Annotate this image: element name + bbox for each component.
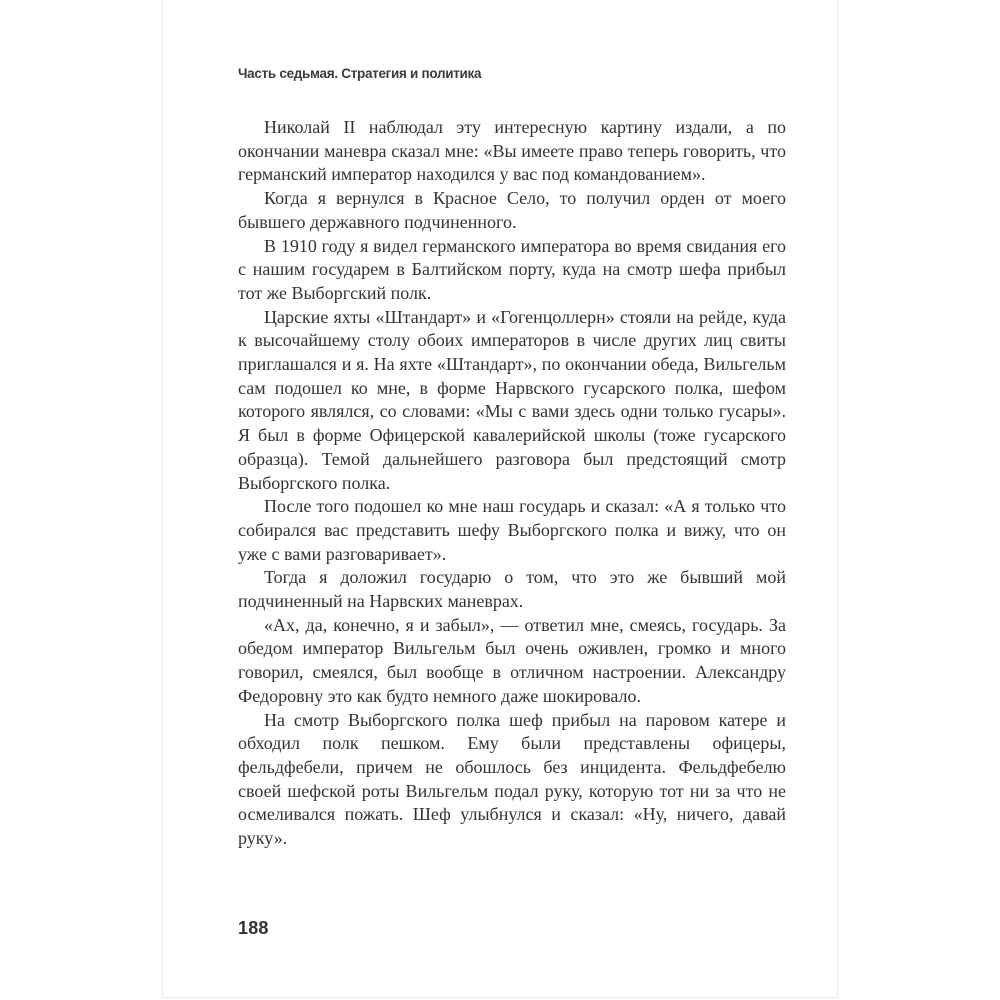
body-paragraph: «Ах, да, конечно, я и забыл», — ответил мне, смеясь, государь. За обедом император Вильгельм был очень оживлен, громко и много говорил, смеялся, был вообще в отличном настроении. Александру Федоровну это как будто немного даже шокировало.: [238, 614, 786, 706]
body-paragraph: Царские яхты «Штандарт» и «Гогенцоллерн» стояли на рейде, куда к высочайшему столу обоих императоров в числе других лиц свиты приглашался и я. На яхте «Штандарт», по окончании обеда, Вильгельм сам подошел ко мне, в форме Нарвского гусарского полка, шефом которого являлся, со словами: «Мы с вами здесь одни только гусары». Я был в форме Офицерской кавалерийской школы (тоже гусарского образца). Темой дальнейшего разговора был предстоящий смотр Выборгского полка.: [238, 306, 786, 493]
body-text-block: [238, 116, 786, 851]
body-paragraph: После того подошел ко мне наш государь и сказал: «А я только что собирался вас представить шефу Выборгского полка и вижу, что он уже с вами разговаривает».: [238, 496, 786, 564]
page-number: 188: [238, 918, 269, 938]
body-paragraph: Николай II наблюдал эту интересную картину издали, а по окончании маневра сказал мне: «Вы имеете право теперь говорить, что германский император находился у вас под командованием».: [238, 117, 786, 185]
body-paragraph: Тогда я доложил государю о том, что это же бывший мой подчиненный на Нарвских маневрах.: [238, 567, 786, 612]
body-paragraph: В 1910 году я видел германского императора во время свидания его с нашим государем в Балтийском порту, куда на смотр шефа прибыл тот же Выборгский полк.: [238, 235, 786, 303]
book-page: [162, 0, 838, 998]
running-header: Часть седьмая. Стратегия и политика: [238, 66, 482, 81]
body-paragraph: Когда я вернулся в Красное Село, то получил орден от моего бывшего державного подчиненного.: [238, 188, 786, 232]
body-paragraph: На смотр Выборгского полка шеф прибыл на паровом катере и обходил полк пешком. Ему были представлены офицеры, фельдфебели, причем не обошлось без инцидента. Фельдфебелю своей шефской роты Вильгельм подал руку, которую тот ни за что не осмеливался пожать. Шеф улыбнулся и сказал: «Ну, ничего, давай руку».: [238, 709, 786, 849]
